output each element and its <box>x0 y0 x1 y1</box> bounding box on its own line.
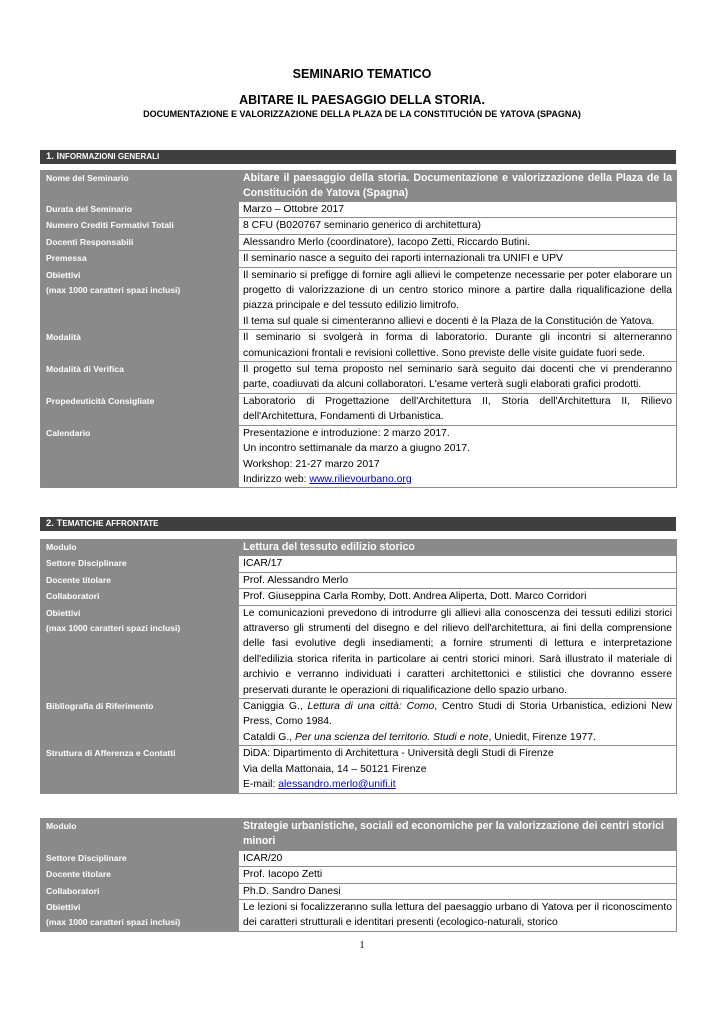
row-label: Modalità di Verifica <box>41 362 239 394</box>
website-link[interactable]: www.rilievourbano.org <box>309 473 412 485</box>
web-prefix: Indirizzo web: <box>243 473 310 485</box>
row-label: Bibliografia di Riferimento <box>41 699 239 746</box>
table-row <box>41 900 677 932</box>
row-label: Durata del Seminario <box>41 202 239 218</box>
section-1-number: 1. I <box>46 151 60 162</box>
section-1-title: NFORMAZIONI GENERALI <box>59 152 160 161</box>
bib-title: Lettura di una città: Como <box>307 701 435 713</box>
row-label: Collaboratori <box>41 883 239 899</box>
table-row <box>41 867 677 883</box>
row-label: Settore Disciplinare <box>41 850 239 866</box>
objectives-sublabel: (max 1000 caratteri spazi inclusi) <box>46 285 181 296</box>
objectives-paragraph: Il seminario si prefigge di fornire agli allievi le competenze necessarie per poter elaborare un progetto di valorizzazione di un centro storico minore a partire dalla riqualificazione della piazza principale e del tessuto edilizio limitrofo. <box>243 269 672 312</box>
premise-value: Il seminario nasce a seguito dei raporti internazionali tra UNIFI e UPV <box>239 251 677 267</box>
calendar-line: Workshop: 21-27 marzo 2017 <box>243 458 380 470</box>
row-label: Premessa <box>41 251 239 267</box>
table-row <box>41 746 677 793</box>
row-label: Numero Crediti Formativi Totali <box>41 218 239 234</box>
objectives-paragraph-2: Il tema sul quale si cimenteranno allievi e docenti è la Plaza de la Constitución de Yatova. <box>243 315 655 327</box>
collaborators-value: Prof. Giuseppina Carla Romby, Dott. Andrea Aliperta, Dott. Marco Corridori <box>239 589 677 605</box>
row-label: Collaboratori <box>41 589 239 605</box>
address-line: Via della Mattonaia, 14 – 50121 Firenze <box>243 763 427 775</box>
table-row <box>41 540 677 556</box>
document-subtitle-2: DOCUMENTAZIONE E VALORIZZAZIONE DELLA PLAZA DE LA CONSTITUCIÓN DE YATOVA (SPAGNA) <box>143 109 581 119</box>
row-label: Modalità <box>41 330 239 362</box>
page-number: 1 <box>359 940 365 951</box>
document-title: SEMINARIO TEMATICO <box>292 67 432 81</box>
objectives-sublabel: (max 1000 caratteri spazi inclusi) <box>46 623 181 634</box>
module-2-title: Strategie urbanistiche, sociali ed economiche per la valorizzazione dei centri storici minori <box>239 819 677 851</box>
objectives-label: Obiettivi <box>46 902 81 913</box>
table-row <box>41 556 677 572</box>
calendar-web-line <box>243 472 672 487</box>
row-label: Docente titolare <box>41 867 239 883</box>
objectives-label: Obiettivi <box>46 607 81 618</box>
modality-value: Il seminario si svolgerà in forma di laboratorio. Durante gli incontri si alterneranno comunicazioni frontali e revisioni collettive. Sono previste delle visite guidate fuori sede. <box>239 330 677 362</box>
bib-author: Cataldi G., <box>243 731 295 743</box>
module-2-table <box>40 818 677 932</box>
row-label: Docente titolare <box>41 572 239 588</box>
section-2-title: EMATICHE AFFRONTATE <box>62 519 159 528</box>
table-row <box>41 218 677 234</box>
module-1-table <box>40 539 677 794</box>
objectives-value: Le comunicazioni prevedono di introdurre gli allievi alla conoscenza dei tessuti edilizi storici attraverso gli strumenti del disegno e del rilievo dell'architettura, ai fini della comprensione delle fasi evolutive degli insediamenti; a fornire strumenti di lettura e interpretazione dell'edilizia storica riferita in particolare ai centri storici minori. Sarà illustrato il materiale di archivio e verranno individuati i caratteri architettonici e stilistici che dovranno essere preservati durante le operazioni di riqualificazione dello spazio urbano. <box>239 605 677 698</box>
table-row <box>41 202 677 218</box>
row-label: Modulo <box>41 540 239 556</box>
table-row <box>41 883 677 899</box>
row-label: Nome del Seminario <box>41 171 239 202</box>
table-row <box>41 393 677 425</box>
bib-author: Caniggia G., <box>243 701 308 713</box>
teacher-value: Prof. Alessandro Merlo <box>239 572 677 588</box>
duration-value: Marzo – Ottobre 2017 <box>239 202 677 218</box>
table-row <box>41 425 677 488</box>
row-label: Settore Disciplinare <box>41 556 239 572</box>
objectives-label: Obiettivi <box>46 269 81 280</box>
seminar-name-value: Abitare il paesaggio della storia. Documentazione e valorizzazione della Plaza de la Constitución de Yatova (Spagna) <box>239 171 677 202</box>
prerequisites-value: Laboratorio di Progettazione dell'Architettura II, Storia dell'Architettura II, Rilievo dell'Architettura, Fondamenti di Urbanistica. <box>239 393 677 425</box>
calendar-line: Presentazione e introduzione: 2 marzo 2017. <box>243 427 450 439</box>
bibliography-entry <box>243 730 672 745</box>
bib-details: , Centro Studi di Storia Urbanistica, edizioni New Press, Como 1984. <box>243 701 672 728</box>
row-label: Propedeuticità Consigliate <box>41 393 239 425</box>
table-row <box>41 362 677 394</box>
sector-value: ICAR/17 <box>239 556 677 572</box>
section-1-header <box>40 150 676 164</box>
row-label <box>41 900 239 932</box>
table-row <box>41 819 677 851</box>
table-row <box>41 572 677 588</box>
section-2-number: 2. T <box>46 518 63 529</box>
calendar-value <box>239 425 677 488</box>
document-subtitle: ABITARE IL PAESAGGIO DELLA STORIA. <box>239 93 485 107</box>
bibliography-value <box>239 699 677 746</box>
contacts-value <box>239 746 677 793</box>
row-label: Docenti Responsabili <box>41 234 239 250</box>
row-label: Struttura di Afferenza e Contatti <box>41 746 239 793</box>
row-label <box>41 605 239 698</box>
bibliography-entry <box>243 699 672 730</box>
objectives-sublabel: (max 1000 caratteri spazi inclusi) <box>46 917 181 928</box>
teacher-value: Prof. Iacopo Zetti <box>239 867 677 883</box>
table-row <box>41 850 677 866</box>
general-info-table <box>40 170 677 488</box>
bib-title: Per una scienza del territorio. Studi e note <box>294 731 489 743</box>
collaborators-value: Ph.D. Sandro Danesi <box>239 883 677 899</box>
sector-value: ICAR/20 <box>239 850 677 866</box>
row-label: Calendario <box>41 425 239 488</box>
table-row <box>41 171 677 202</box>
table-row <box>41 330 677 362</box>
row-label <box>41 267 239 330</box>
table-row <box>41 605 677 698</box>
section-2-header <box>40 517 676 531</box>
calendar-line: Un incontro settimanale da marzo a giugno 2017. <box>243 443 471 455</box>
bib-details: , Uniedit, Firenze 1977. <box>488 731 596 743</box>
email-link[interactable]: alessandro.merlo@unifi.it <box>278 779 396 791</box>
table-row <box>41 267 677 330</box>
module-1-title: Lettura del tessuto edilizio storico <box>239 540 677 556</box>
objectives-value: Le lezioni si focalizzeranno sulla lettura del paesaggio urbano di Yatova per il riconoscimento dei caratteri strutturali e identitari presenti (ecologico-naturali, storico <box>239 900 677 932</box>
department-line: DiDA: Dipartimento di Architettura - Università degli Studi di Firenze <box>243 748 554 760</box>
email-line <box>243 777 672 792</box>
email-prefix: E-mail: <box>243 779 279 791</box>
table-row <box>41 234 677 250</box>
credits-value: 8 CFU (B020767 seminario generico di architettura) <box>239 218 677 234</box>
table-row <box>41 589 677 605</box>
objectives-value <box>239 267 677 330</box>
teachers-value: Alessandro Merlo (coordinatore), Iacopo Zetti, Riccardo Butini. <box>239 234 677 250</box>
table-row <box>41 251 677 267</box>
row-label: Modulo <box>41 819 239 851</box>
verification-value: Il progetto sul tema proposto nel seminario sarà seguito dai docenti che vi prenderanno parte, coadiuvati da alcuni collaboratori. L'esame verterà sugli elaborati grafici prodotti. <box>239 362 677 394</box>
table-row <box>41 699 677 746</box>
